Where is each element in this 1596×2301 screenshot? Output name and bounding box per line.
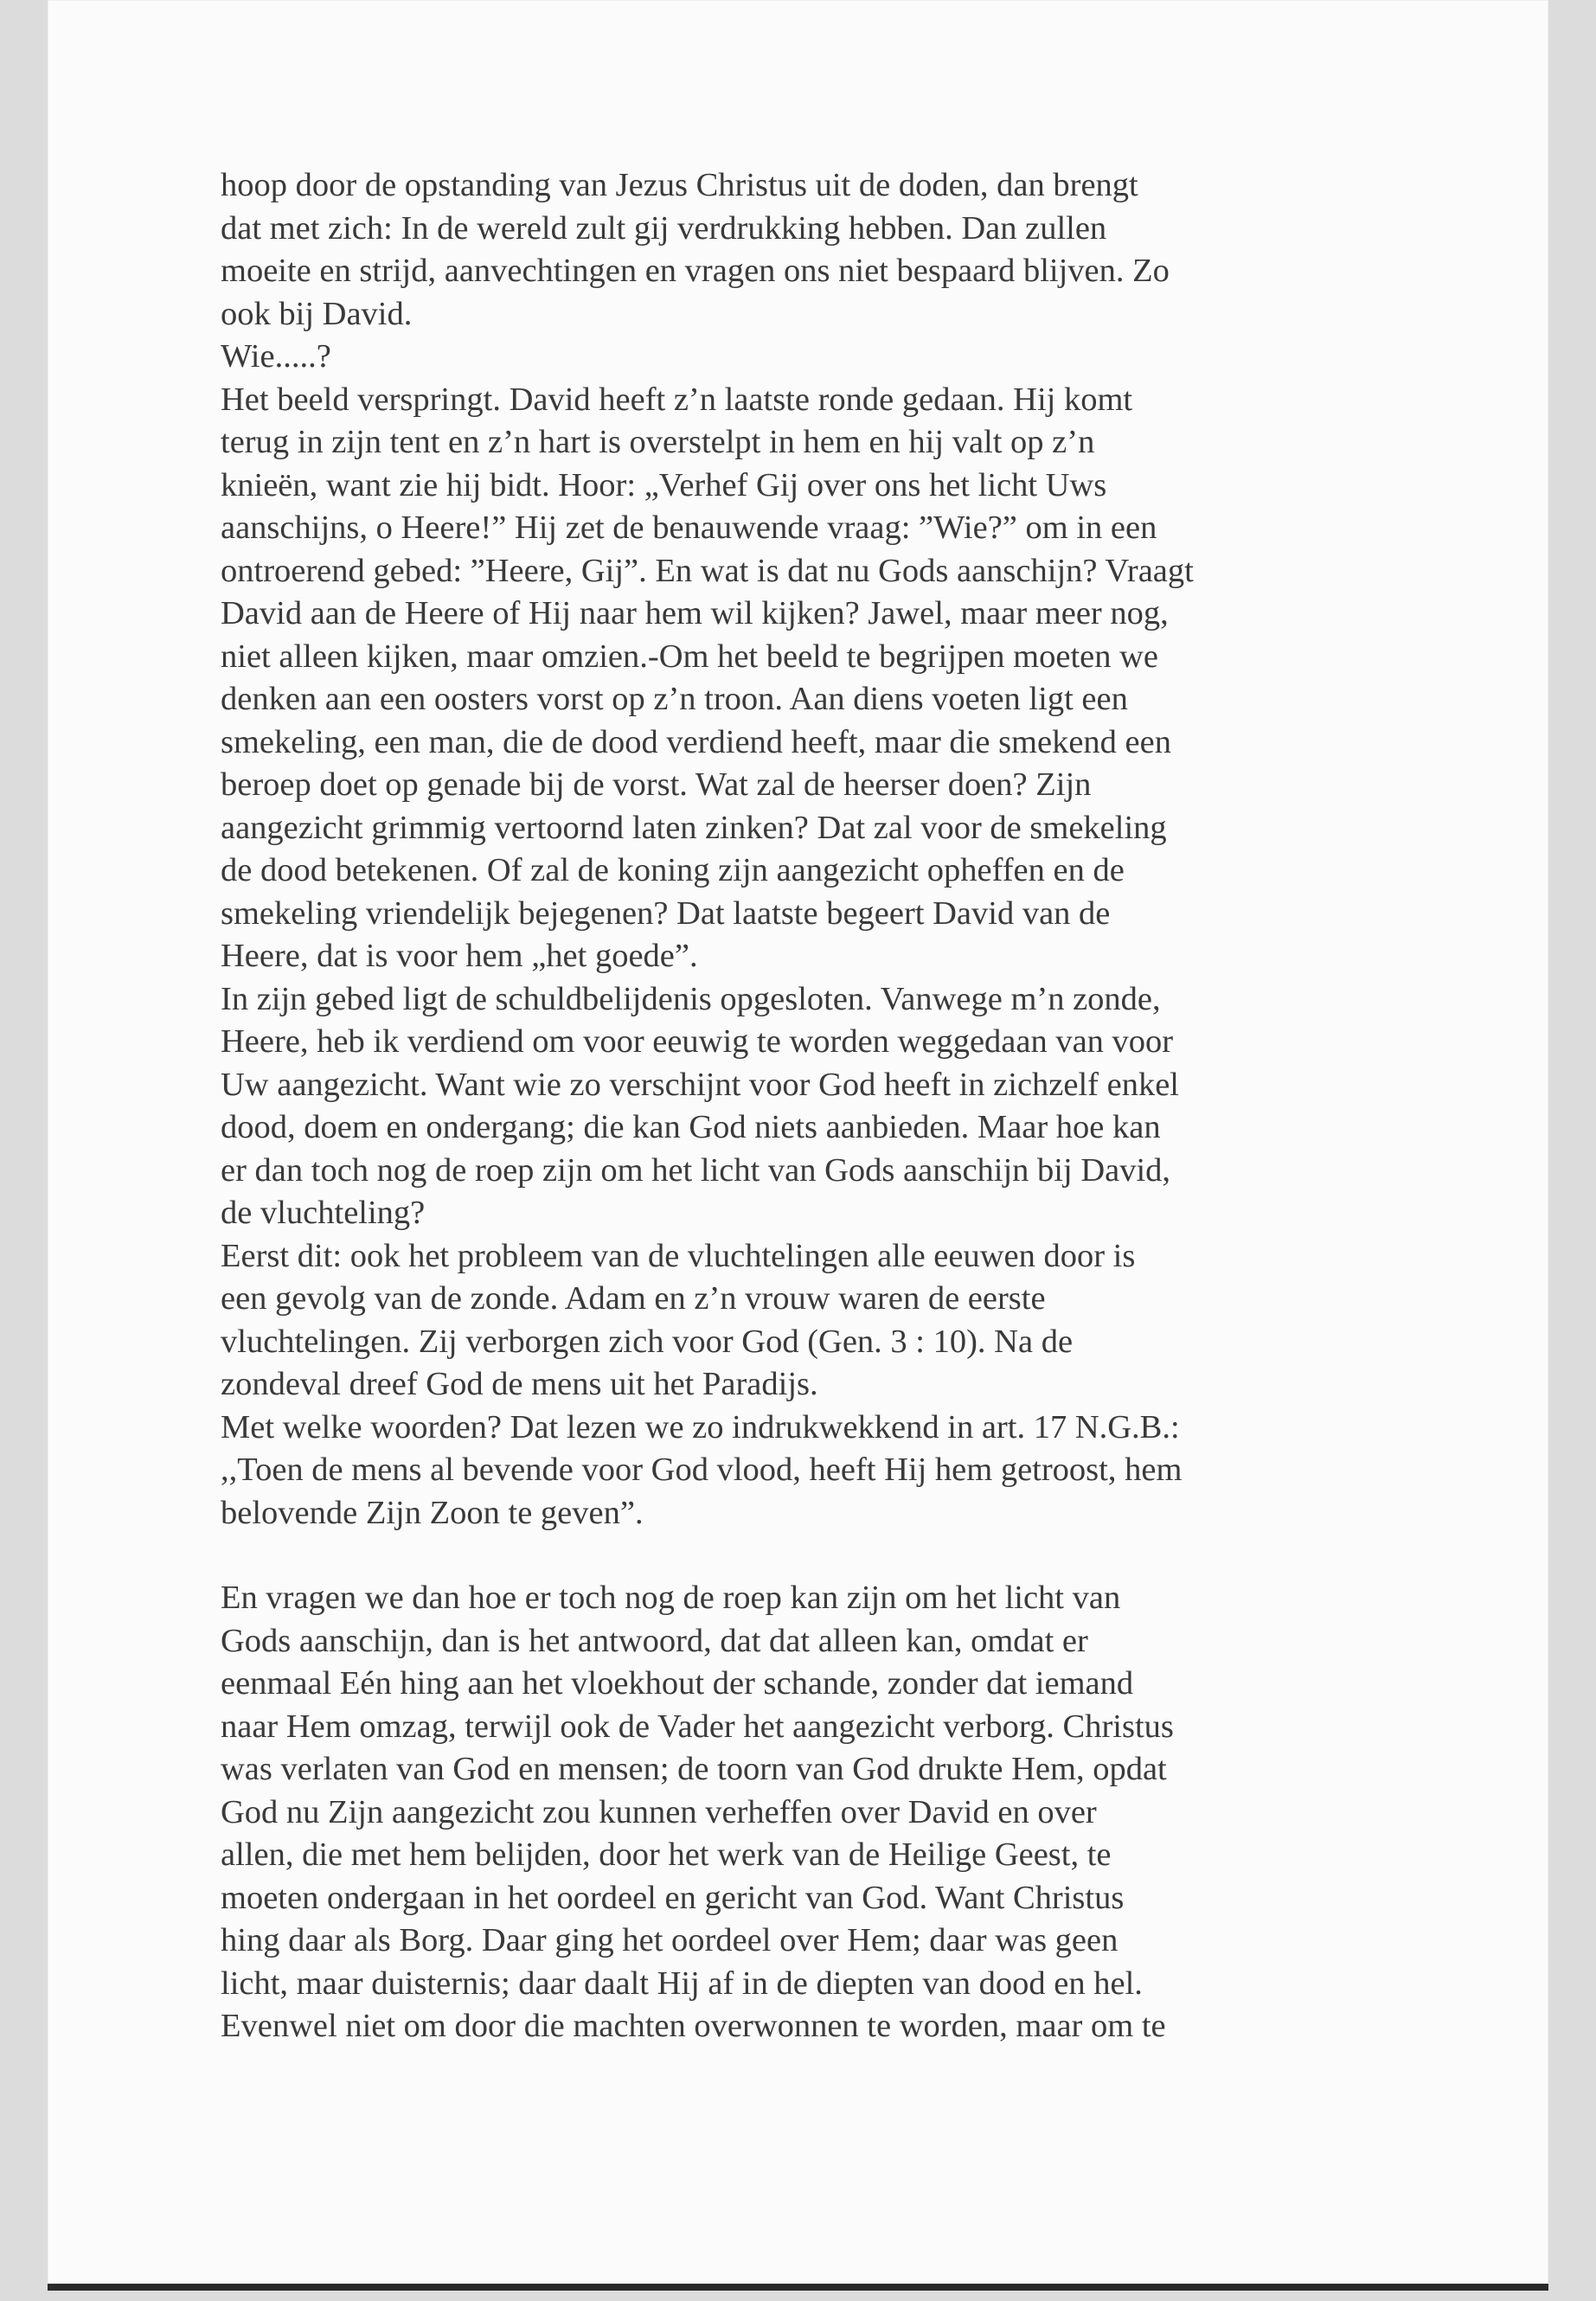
text-line: Gods aanschijn, dan is het antwoord, dat dat alleen kan, omdat er <box>221 1622 1088 1659</box>
text-line: moeten ondergaan in het oordeel en gericht van God. Want Christus <box>221 1879 1125 1916</box>
paragraph-1 <box>221 164 1492 336</box>
text-line: licht, maar duisternis; daar daalt Hij af in de diepten van dood en hel. <box>221 1965 1143 2002</box>
text-line: moeite en strijd, aanvechtingen en vragen ons niet bespaard blijven. Zo <box>221 253 1170 289</box>
text-line: allen, die met hem belijden, door het werk van de Heilige Geest, te <box>221 1836 1112 1873</box>
text-line: dat met zich: In de wereld zult gij verdrukking hebben. Dan zullen <box>221 209 1107 247</box>
paragraph-4 <box>221 978 1492 1235</box>
text-line: de dood betekenen. Of zal de koning zijn aangezicht opheffen en de <box>221 852 1125 888</box>
text-line: zondeval dreef God de mens uit het Paradijs. <box>221 1366 818 1402</box>
text-line: vluchtelingen. Zij verborgen zich voor God (Gen. 3 : 10). Na de <box>221 1323 1074 1360</box>
text-line: smekeling vriendelijk bejegenen? Dat laatste begeert David van de <box>221 894 1111 932</box>
text-line: hing daar als Borg. Daar ging het oordeel over Hem; daar was geen <box>221 1922 1118 1958</box>
text-line: eenmaal Eén hing aan het vloekhout der schande, zonder dat iemand <box>221 1665 1134 1702</box>
text-line: dood, doem en ondergang; die kan God niets aanbieden. Maar hoe kan <box>221 1109 1161 1145</box>
text-line: een gevolg van de zonde. Adam en z’n vrouw waren de eerste <box>221 1280 1046 1317</box>
paragraph-spacer <box>221 1535 1492 1577</box>
text-line: niet alleen kijken, maar omzien.-Om het beeld te begrijpen moeten we <box>221 638 1158 675</box>
text-line: Heere, heb ik verdiend om voor eeuwig te worden weggedaan van voor <box>221 1023 1174 1060</box>
text-line: denken aan een oosters vorst op z’n troon. Aan diens voeten ligt een <box>221 681 1128 717</box>
text-line: belovende Zijn Zoon te geven”. <box>221 1494 644 1531</box>
text-line: ontroerend gebed: ”Heere, Gij”. En wat is dat nu Gods aanschijn? Vraagt <box>221 552 1194 589</box>
text-line: naar Hem omzag, terwijl ook de Vader het aangezicht verborg. Christus <box>221 1708 1174 1745</box>
text-line: aanschijns, o Heere!” Hij zet de benauwende vraag: ”Wie?” om in een <box>221 510 1157 546</box>
text-line: Evenwel niet om door die machten overwonnen te worden, maar om te <box>221 2008 1166 2044</box>
body-text <box>221 164 1492 2048</box>
text-line: knieën, want zie hij bidt. Hoor: „Verhef Gij over ons het licht Uws <box>221 466 1107 503</box>
text-line: Wie.....? <box>221 338 331 375</box>
paragraph-2 <box>221 336 1492 379</box>
text-line: ,,Toen de mens al bevende voor God vlood, heeft Hij hem getroost, hem <box>221 1452 1183 1488</box>
paragraph-6 <box>221 1407 1492 1535</box>
text-line: Eerst dit: ook het probleem van de vluchtelingen alle eeuwen door is <box>221 1237 1136 1274</box>
text-line: Het beeld verspringt. David heeft z’n laatste ronde gedaan. Hij komt <box>221 381 1133 418</box>
text-line: hoop door de opstanding van Jezus Christus uit de doden, dan brengt <box>221 167 1138 203</box>
text-line: was verlaten van God en mensen; de toorn van God drukte Hem, opdat <box>221 1751 1167 1787</box>
paragraph-5 <box>221 1235 1492 1407</box>
text-line: de vluchteling? <box>221 1195 426 1231</box>
text-line: David aan de Heere of Hij naar hem wil kijken? Jawel, maar meer nog, <box>221 595 1169 631</box>
text-line: smekeling, een man, die de dood verdiend heeft, maar die smekend een <box>221 723 1171 760</box>
text-line: ook bij David. <box>221 295 413 332</box>
text-line: God nu Zijn aangezicht zou kunnen verheffen over David en over <box>221 1793 1097 1830</box>
text-line: Met welke woorden? Dat lezen we zo indrukwekkend in art. 17 N.G.B.: <box>221 1408 1180 1445</box>
text-line: beroep doet op genade bij de vorst. Wat zal de heerser doen? Zijn <box>221 766 1092 803</box>
text-line: er dan toch nog de roep zijn om het licht van Gods aanschijn bij David, <box>221 1151 1171 1189</box>
text-line: En vragen we dan hoe er toch nog de roep kan zijn om het licht van <box>221 1580 1121 1616</box>
text-line: In zijn gebed ligt de schuldbelijdenis opgesloten. Vanwege m’n zonde, <box>221 980 1161 1017</box>
paragraph-7 <box>221 1577 1492 2048</box>
text-line: Heere, dat is voor hem „het goede”. <box>221 938 698 974</box>
page-bottom-edge <box>48 2284 1548 2291</box>
paragraph-3 <box>221 379 1492 978</box>
text-line: aangezicht grimmig vertoornd laten zinken? Dat zal voor de smekeling <box>221 809 1167 846</box>
text-line: terug in zijn tent en z’n hart is overstelpt in hem en hij valt op z’n <box>221 424 1095 460</box>
text-line: Uw aangezicht. Want wie zo verschijnt voor God heeft in zichzelf enkel <box>221 1066 1179 1103</box>
